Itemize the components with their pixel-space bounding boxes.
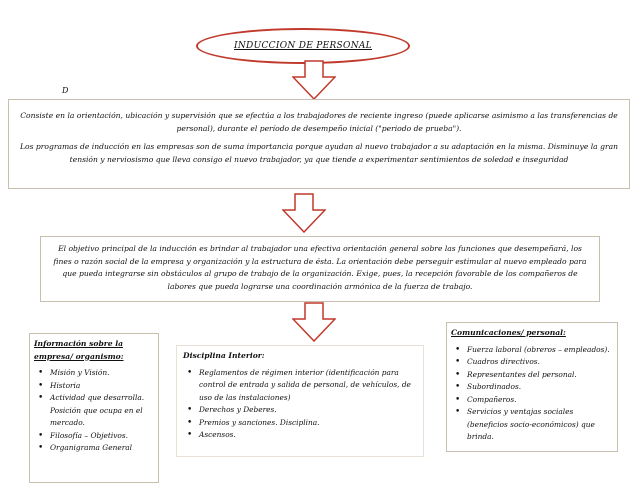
objective-box <box>40 236 600 302</box>
down-arrow-1 <box>292 60 336 100</box>
importance-text: Los programas de inducción en las empresas son de suma importancia porque ayudan al nuevo trabajador a su adaptación en la misma. Disminuye la gran tensión y nerviosismo que lleva consigo el nuevo trabajador, ya que tiende a experimentar sentimientos de soledad e inseguridad <box>19 142 619 164</box>
discipline-box <box>176 345 424 457</box>
list-item: • Compañeros. <box>465 394 613 407</box>
list-item: • Organigrama General <box>48 442 154 455</box>
list-item: • Subordinados. <box>465 381 613 394</box>
list-item: • Misión y Visión. <box>48 367 154 380</box>
communications-box <box>446 322 618 452</box>
list-item: • Filosofía – Objetivos. <box>48 430 154 443</box>
list-item: • Representantes del personal. <box>465 369 613 382</box>
down-arrow-2 <box>282 193 326 233</box>
communications-heading: Comunicaciones/ personal: <box>451 328 566 337</box>
company-info-list <box>34 367 154 455</box>
stray-letter: D <box>62 86 69 95</box>
list-item: • Actividad que desarrolla. Posición que ocupa en el mercado. <box>48 392 154 430</box>
company-info-heading: Información sobre la empresa/ organismo: <box>34 339 124 361</box>
definition-box <box>8 99 630 189</box>
down-arrow-3 <box>292 302 336 342</box>
communications-list <box>451 344 613 444</box>
list-item: • Fuerza laboral (obreros – empleados). <box>465 344 613 357</box>
list-item: • Derechos y Deberes. <box>197 404 417 417</box>
list-item: • Ascensos. <box>197 429 417 442</box>
list-item: • Premios y sanciones. Disciplina. <box>197 417 417 430</box>
discipline-heading: Disciplina Interior: <box>183 351 265 360</box>
list-item: • Historia <box>48 380 154 393</box>
definition-text: Consiste en la orientación, ubicación y supervisión que se efectúa a los trabajadores de reciente ingreso (puede aplicarse asimismo a las transferencias de personal), durante el período de desempeño inicial ("periodo de prueba"). <box>20 111 618 133</box>
company-info-box <box>29 333 159 483</box>
list-item: • Cuadros directivos. <box>465 356 613 369</box>
discipline-list <box>183 367 417 442</box>
objective-text: El objetivo principal de la inducción es brindar al trabajador una efectiva orientación general sobre las funciones que desempeñará, los fines o razón social de la empresa y organización y la estructura de ésta. La orientación debe perseguir estimular al nuevo empleado para que pueda integrarse sin obstáculos al grupo de trabajo de la organización. Exige, pues, la recepción favorable de los compañeros de labores que pueda lograrse una coordinación armónica de la fuerza de trabajo. <box>53 244 587 291</box>
list-item: • Servicios y ventajas sociales (beneficios socio-económicos) que brinda. <box>465 406 613 444</box>
list-item: • Reglamentos de régimen interior (identificación para control de entrada y salida de personal, de vehículos, de uso de las instalaciones) <box>197 367 417 405</box>
diagram-title: INDUCCION DE PERSONAL <box>234 41 372 51</box>
title-ellipse <box>196 28 410 64</box>
